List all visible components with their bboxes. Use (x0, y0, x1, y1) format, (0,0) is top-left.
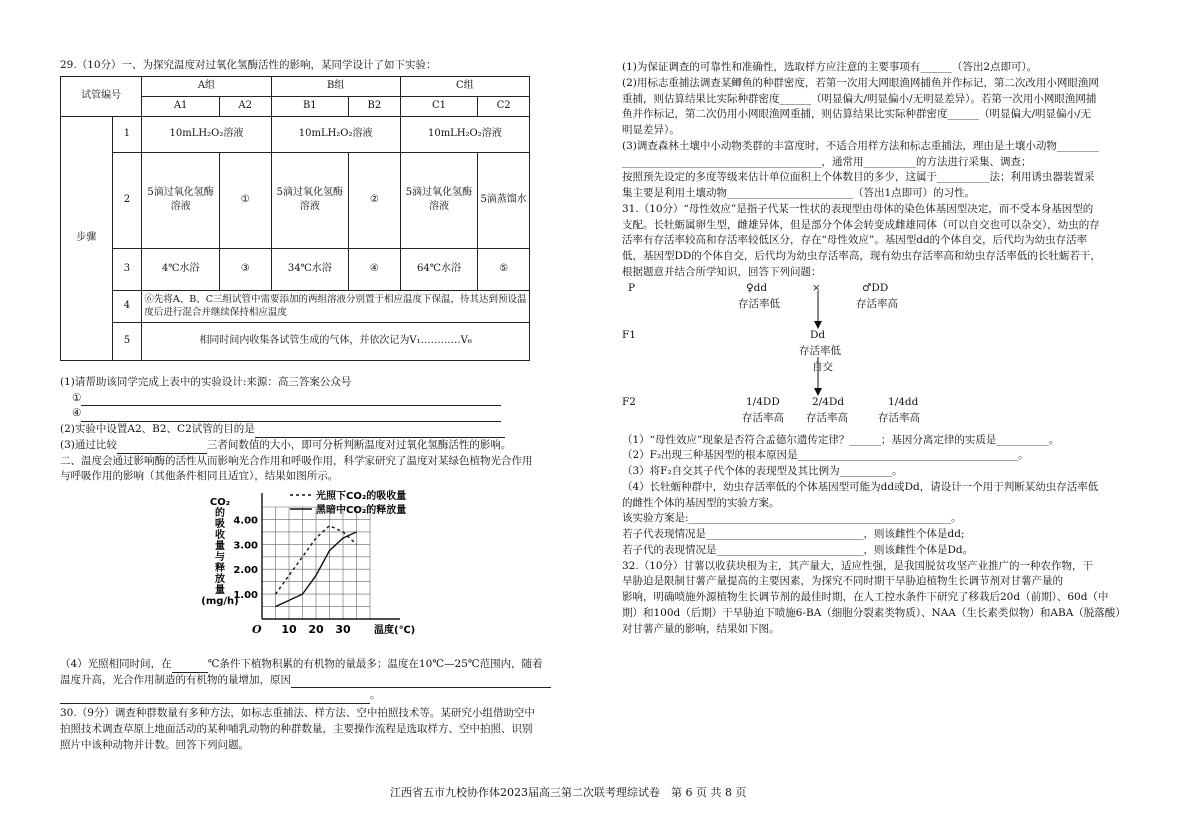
table-cell: 10mLH₂O₂溶液 (142, 116, 271, 152)
q31-a5: 该实验方案是:__________________________________________________。 (622, 512, 962, 525)
tube-c2: C2 (478, 96, 530, 116)
y-tick-label: 3.00 (233, 540, 258, 552)
q31-line2: 支配。长牡蛎属卵生型，雌雄异体，但是部分个体会转变成雌雄同体（可以自交也可以杂交），幼虫的存 (622, 218, 1100, 231)
step-num: 1 (112, 116, 142, 152)
y-axis-label: 量 (215, 541, 225, 552)
f2-phenotype: 存活率高 (878, 411, 920, 424)
x-axis-label: 温度(℃) (374, 625, 416, 636)
q30-r8: 按照预先设定的多度等级来估计单位面积上个体数目的多少，这属于__________法；利用诱虫器装置采 (622, 171, 1095, 184)
pedigree-arrows (622, 281, 942, 433)
legend-label: 光照下CO₂的吸收量 (316, 491, 407, 502)
male-phenotype: 存活率高 (856, 297, 898, 310)
step-num: 4 (112, 290, 142, 322)
q30-r7: ______________________________________，通常用__________的方法进行采集、调查； (622, 155, 1032, 168)
table-cell: 5滴蒸馏水 (478, 152, 530, 248)
answer-line (172, 661, 208, 673)
table-cell: 5滴过氧化氢酶溶液 (142, 152, 220, 248)
q31-line4: 低，基因型DD的个体自交，后代均为幼虫存活率高，现有幼虫存活率高和幼虫存活率低的长牡蛎若干， (622, 250, 1101, 262)
f2-phenotype: 存活率高 (742, 411, 784, 424)
y-axis-label: (mg/h) (201, 596, 239, 607)
x-tick-label: 30 (335, 623, 351, 636)
y-axis-label: 收 (215, 530, 225, 541)
y-axis-label: 与 (215, 552, 225, 563)
q29-q1-item1: ① (72, 391, 82, 404)
q29-q4-line2: 温度升高，光合作用制造的有机物的量增加，原因 (60, 673, 291, 686)
page-footer: 江西省五市九校协作体2023届高三第二次联考理综试卷 第 6 页 共 8 页 (390, 786, 747, 799)
q31-line5: 根据题意并结合所学知识，回答下列问题： (622, 265, 822, 278)
table-cell: 5滴过氧化氢酶溶液 (271, 152, 349, 248)
f1-genotype: Dd (810, 328, 826, 341)
q29-q3-end: 三者间数值的大小，即可分析判断温度对过氧化氢酶活性的影响。 (206, 438, 512, 451)
q31-a4-line1: （4）长牡蛎种群中，幼虫存活率低的个体基因型可能为dd或Dd，请设计一个用于判断某幼虫存活率低 (622, 480, 1099, 493)
step-label: 步骤 (61, 116, 113, 360)
q29-q1-item4: ④ (72, 407, 82, 420)
y-axis-label: CO₂ (209, 497, 231, 508)
q29-part1-questions (60, 375, 572, 485)
y-axis-label: 的 (215, 508, 225, 519)
q32-line2: 旱胁迫是限制甘薯产量提高的主要因素，为探究不同时期干旱胁迫植物生长调节剂对甘薯产量的 (622, 575, 1063, 588)
table-cell: ② (349, 152, 401, 248)
gen-p-label: P (628, 281, 636, 294)
table-cell: ④ (349, 248, 401, 290)
female-phenotype: 存活率低 (738, 297, 780, 310)
q31-a7: 若子代的表现情况是____________________________，则该雌性个体是Dd。 (622, 543, 974, 556)
q31-a4-line2: 的雌性个体的基因型的实验方案。 (622, 496, 780, 509)
y-axis-label: 放 (215, 574, 225, 585)
left-column (60, 58, 572, 753)
x-tick-label: 20 (308, 623, 324, 636)
q30-r1: (1)为保证调查的可靠性和准确性，选取样方应注意的主要事项有______（答出2点即可）。 (622, 61, 1038, 73)
q29-q4-mid: ℃条件下植物积累的有机物的量最多；温度在10℃—25℃范围内，随着 (207, 657, 543, 670)
q29-q1: (1)请帮助该同学完成上表中的实验设计:来源：高三答案公众号 (60, 375, 352, 388)
tube-c1: C1 (400, 96, 478, 116)
answer-line (117, 442, 207, 454)
answer-line (255, 426, 505, 438)
tube-a2: A2 (219, 96, 271, 116)
gen-f2-label: F2 (622, 395, 636, 408)
step-num: 5 (112, 322, 142, 360)
q29-q4: （4）光照相同时间，在 ℃条件下植物积累的有机物的量最多；温度在10℃—25℃范围内，随着 温度升高，光合作用制造的有机物的量增加，原因 。 (60, 657, 572, 704)
q31-a1: （1）“母性效应”现象是否符合孟德尔遗传定律？______；基因分离定律的实质是__________。 (622, 433, 1060, 446)
table-cell: 34℃水浴 (271, 248, 349, 290)
tube-a1: A1 (142, 96, 220, 116)
q31-line3: 活率有存活率较高和存活率较低区分，存在“母性效应”。基因型dd的个体自交，后代均为幼虫存活率 (622, 234, 1088, 247)
x-tick-label: 10 (281, 623, 297, 636)
table-cell: 相同时间内收集各试管生成的气体，并依次记为V₁…………V₆ (142, 322, 530, 360)
q30-r9: 集主要是利用土壤动物________________________（答出1点即可）的习性。 (622, 187, 976, 199)
selfing-label: 自交 (812, 360, 833, 373)
table-cell: ⑥先将A、B、C三组试管中需要添加的两组溶液分别置于相应温度下保温，待其达到预设温度后进行混合并继续保持相应温度 (142, 290, 530, 322)
q32-line1: 32.（10分）甘薯以收获块根为主，其产量大，适应性强，是我国脱贫攻坚产业推广的一种农作物，干 (622, 559, 1094, 572)
q30-r6: (3)调查森林土壤中小动物类群的丰富度时，不适合用样方法和标志重捕法，理由是土壤小动物________ (622, 139, 1099, 152)
group-a-header: A组 (142, 76, 271, 96)
table-cell: 10mLH₂O₂溶液 (400, 116, 529, 152)
q31-a2: （2）F₂出现三种基因型的根本原因是__________________________________________。 (622, 449, 1029, 462)
q30-r3: 重捕，则估算结果比实际种群密度______（明显偏大/明显偏小/无明显差异）。若第一次用小网眼渔网捕 (622, 92, 1097, 105)
q30-stem (60, 706, 572, 753)
male-parent: ♂DD (862, 281, 889, 294)
step-num: 3 (112, 248, 142, 290)
table-cell: 64℃水浴 (400, 248, 478, 290)
y-axis-label: 量 (215, 585, 225, 596)
answer-line (60, 692, 370, 704)
f2-genotype-dd-hetero: 2/4Dd (812, 395, 845, 408)
q30-r2: (2)用标志重捕法调查某鲫鱼的种群密度，若第一次用大网眼渔网捕鱼并作标记，第二次改用小网眼渔网 (622, 76, 1099, 89)
q31-a6: 若子代表现情况是______________________________，则该雌性个体是dd; (622, 528, 965, 540)
table-cell: 4℃水浴 (142, 248, 220, 290)
table-cell: ③ (219, 248, 271, 290)
legend-label: 黑暗中CO₂的释放量 (316, 505, 407, 516)
tube-b2: B2 (349, 96, 401, 116)
q30-r5: 明显差异）。 (622, 124, 680, 136)
y-tick-label: 2.00 (233, 565, 258, 577)
pedigree-diagram (622, 281, 1142, 433)
f2-phenotype: 存活率高 (806, 411, 848, 424)
gen-f1-label: F1 (622, 328, 636, 341)
tube-b1: B1 (271, 96, 349, 116)
answer-line (81, 394, 501, 406)
q30-line2: 拍照技术调查草原上地面活动的某种哺乳动物的种群数量，主要操作流程是选取样方、空中拍照、识别 (60, 722, 533, 735)
q29-header: 29.（10分）一、为探究温度对过氧化氢酶活性的影响，某同学设计了如下实验： (60, 59, 437, 71)
female-parent: ♀dd (746, 281, 768, 294)
table-corner: 试管编号 (61, 76, 142, 116)
q30-line3: 照片中该种动物并计数。回答下列问题。 (60, 738, 249, 751)
q31-a3: （3）将F₂自交其子代个体的表现型及其比例为__________。 (622, 465, 903, 477)
origin-label: O (252, 623, 262, 636)
y-axis-label: 释 (215, 563, 225, 574)
q29-part2-line2: 与呼吸作用的影响（其他条件相同且适宜），结果如图所示。 (60, 470, 339, 483)
experiment-table (60, 76, 530, 361)
answer-line (291, 676, 551, 688)
q31-line1: 31.（10分）“母性效应”是指子代某一性状的表现型由母体的染色体基因型决定，而不受本身基因型的 (622, 202, 1094, 215)
table-cell: ⑤ (478, 248, 530, 290)
table-cell: ① (219, 152, 271, 248)
q32-line3: 影响，明确喷施外源植物生长调节剂的最佳时期，在人工控水条件下研究了移栽后20d（前期）、60d（中 (622, 591, 1109, 603)
q29-q4-start: （4）光照相同时间，在 (60, 657, 172, 670)
q30-line1: 30.（9分）调查种群数量有多种方法，如标志重捕法、样方法、空中拍照技术等。某研究小组借助空中 (60, 707, 535, 719)
q30-r4: 鱼并作标记，第二次仍用小网眼渔网重捕，则估算结果比实际种群密度______（明显偏大/明显偏小/无 (622, 108, 1092, 121)
right-column (622, 60, 1142, 637)
table-cell: 5滴过氧化氢酶溶液 (400, 152, 478, 248)
group-b-header: B组 (271, 76, 400, 96)
f2-genotype-dd-recessive: 1/4dd (888, 395, 919, 408)
q29-q2: (2)实验中设置A2、B2、C2试管的目的是 (60, 423, 255, 435)
f1-phenotype: 存活率低 (799, 344, 841, 357)
y-axis-label: 吸 (215, 519, 225, 530)
q29-q3-start: (3)通过比较 (60, 438, 117, 451)
cross-symbol: × (812, 281, 821, 294)
answer-line (81, 410, 501, 422)
y-tick-label: 1.00 (233, 590, 258, 602)
group-c-header: C组 (400, 76, 529, 96)
q29-part2-line1: 二、温度会通过影响酶的活性从而影响光合作用和呼吸作用，科学家研究了温度对某绿色植物光合作用 (60, 454, 533, 467)
q32-line4: 期）和100d（后期）干旱胁迫下喷施6-BA（细胞分裂素类物质）、NAA（生长素类似物）和ABA（脱落酸） (622, 606, 1126, 619)
step-num: 2 (112, 152, 142, 248)
y-tick-label: 4.00 (233, 515, 258, 527)
q32-line5: 对甘薯产量的影响，结果如下图。 (622, 622, 780, 635)
table-cell: 10mLH₂O₂溶液 (271, 116, 400, 152)
f2-genotype-dd-dominant: 1/4DD (746, 395, 780, 408)
co2-temperature-chart (190, 487, 450, 647)
